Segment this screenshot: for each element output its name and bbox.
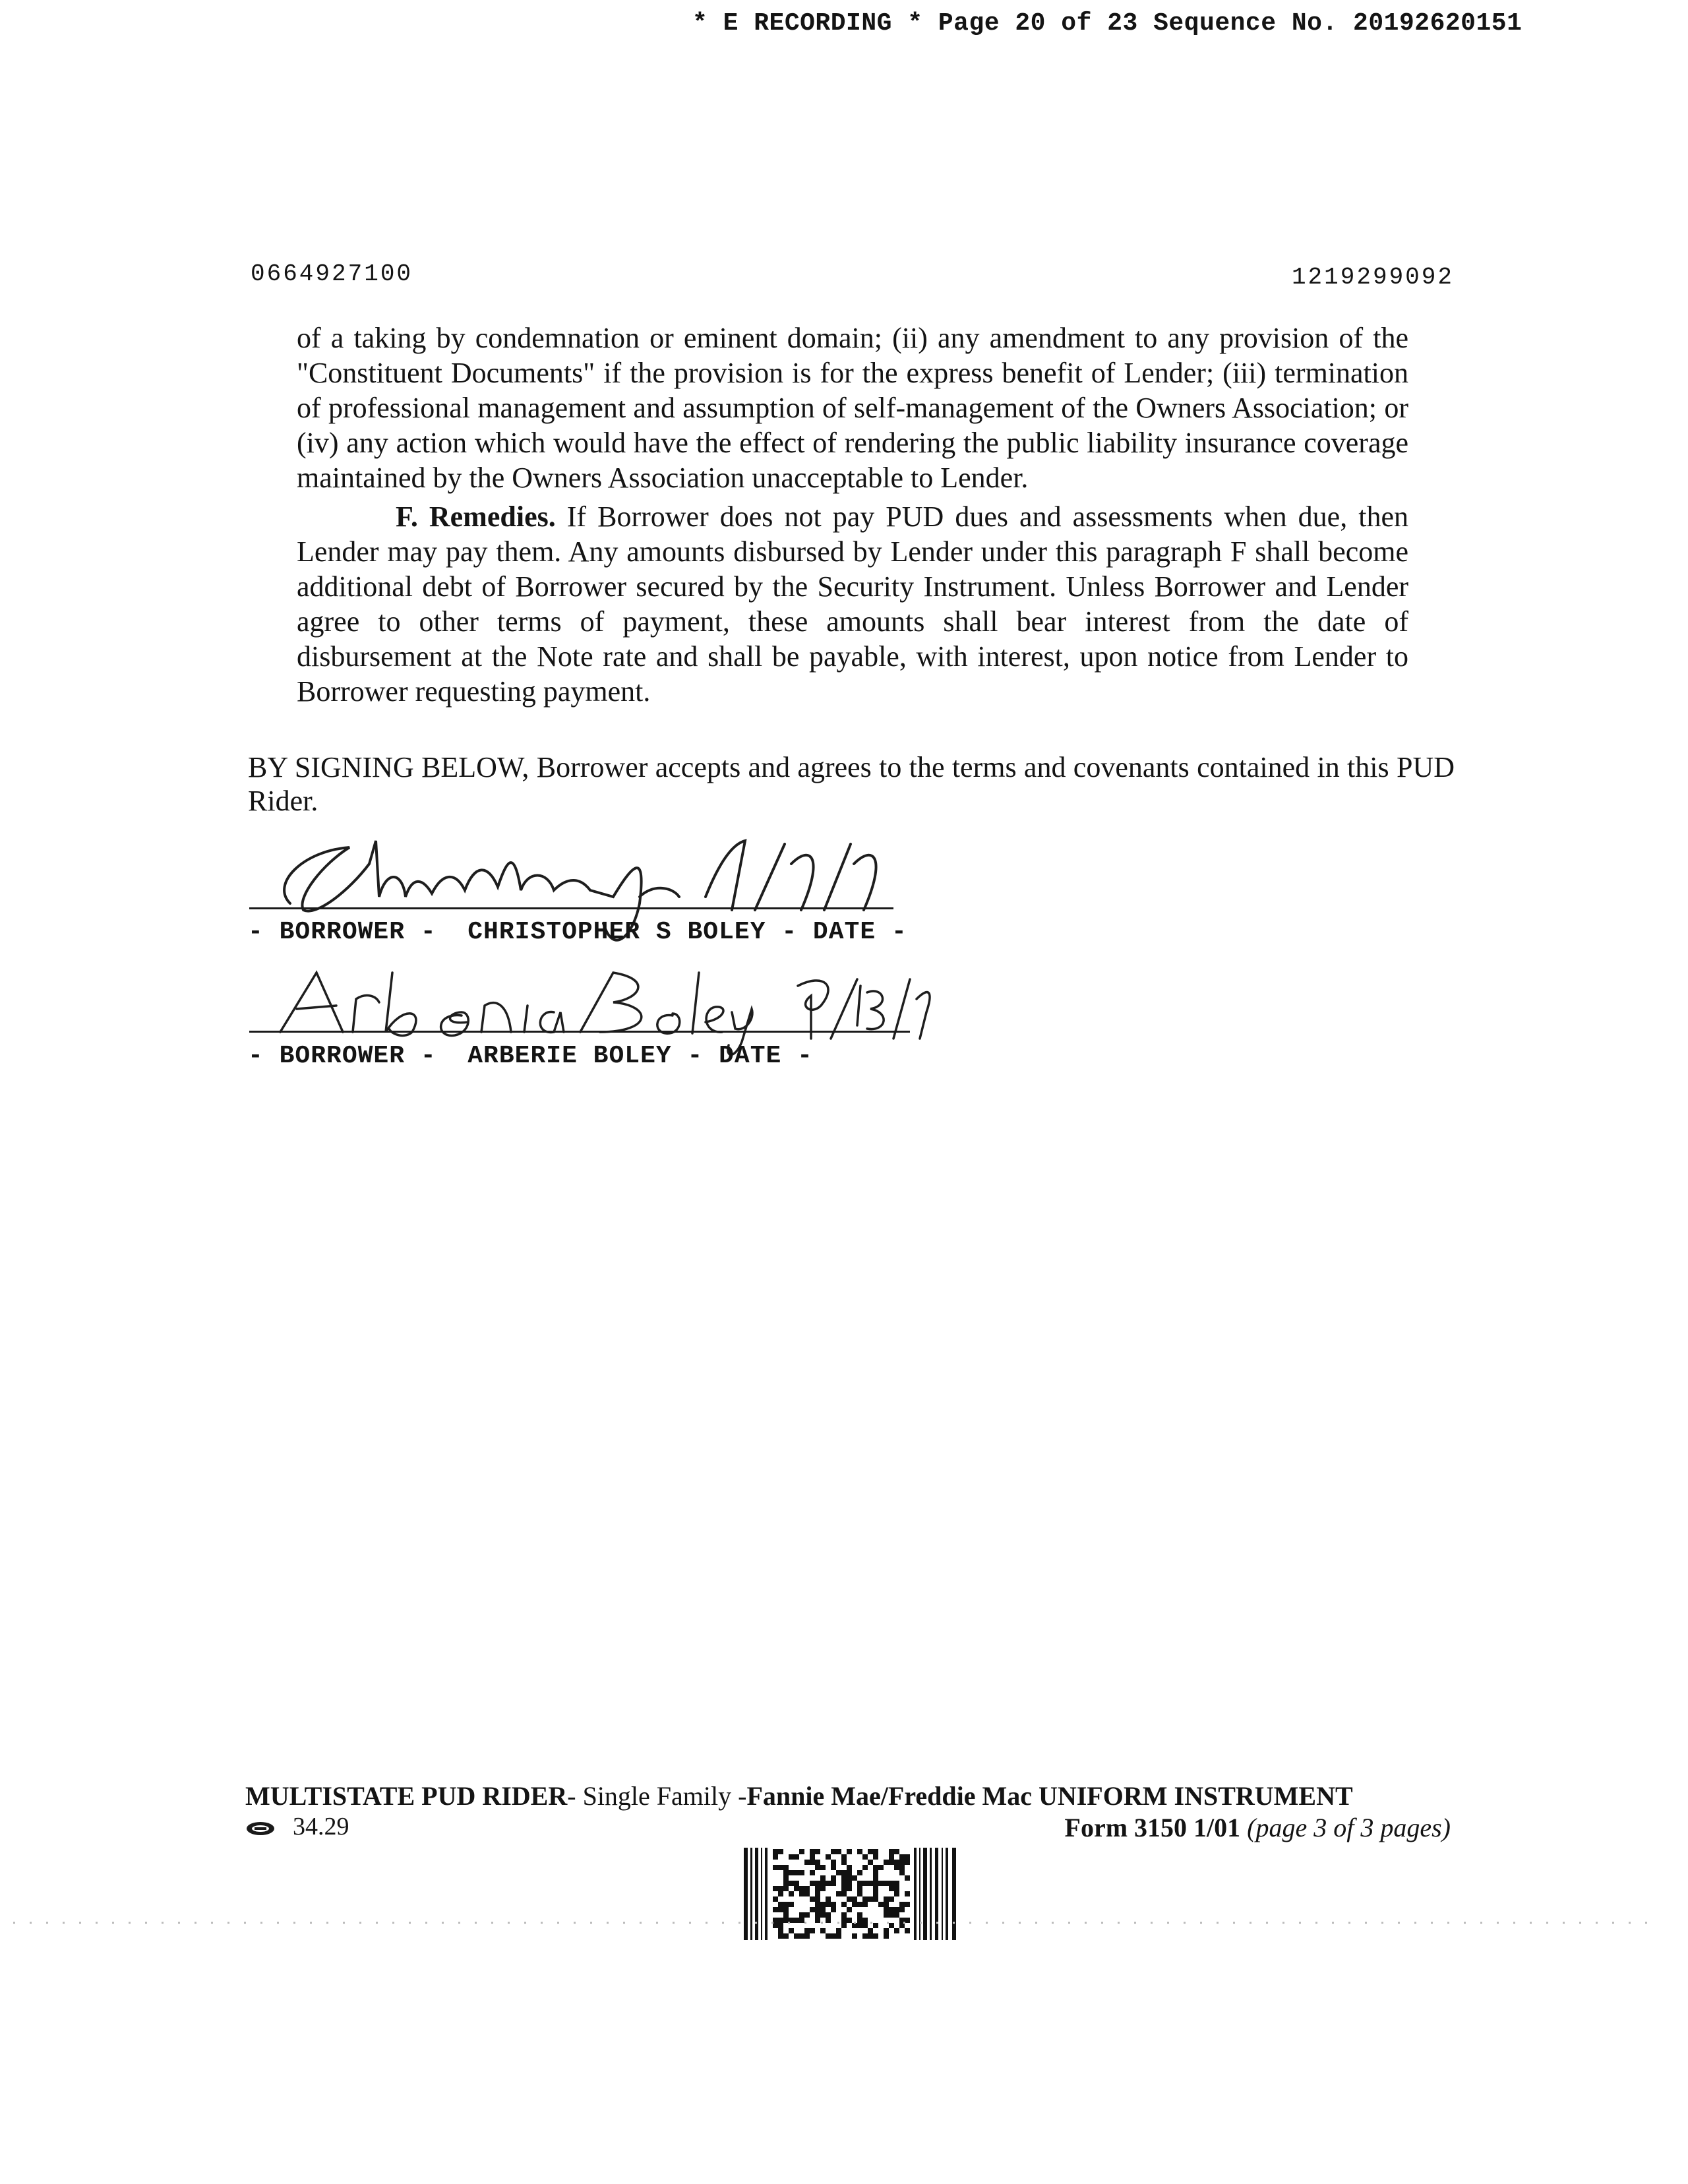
footer-form-code — [245, 1812, 349, 1841]
paragraph-continuation: of a taking by condemnation or eminent domain; (ii) any amendment to any provision of the "Constituent Documents" if the provision is for the express benefit of Lender; (iii) termination of professional management and assumption of self-management of the Owners Association; or (iv) any action which would have the effect of rendering the public liability insurance coverage maintained by the Owners Association unacceptable to Lender. — [297, 322, 1408, 494]
footer-form-title — [245, 1780, 1353, 1811]
signature-caption-1: - BORROWER - CHRISTOPHER S BOLEY - DATE - — [248, 918, 907, 946]
page-info-text: (page 3 of 3 pages) — [1247, 1813, 1451, 1842]
recording-header: * E RECORDING * Page 20 of 23 Sequence No. 20192620151 — [692, 9, 1522, 38]
form-code-text: 34.29 — [293, 1813, 349, 1840]
vmp-logo-icon — [245, 1821, 276, 1836]
remedies-heading: F. Remedies. — [396, 501, 556, 533]
signature-line-2 — [249, 1031, 910, 1033]
loan-number-left: 0664927100 — [251, 260, 413, 288]
loan-number-right: 1219299092 — [1291, 264, 1454, 291]
signing-statement: BY SIGNING BELOW, Borrower accepts and agrees to the terms and covenants contained in this PUD Rider. — [248, 751, 1455, 817]
footer-title-part-1: MULTISTATE PUD RIDER — [245, 1781, 568, 1811]
signature-caption-2: - BORROWER - ARBERIE BOLEY - DATE - — [248, 1042, 813, 1070]
footer-title-part-3: Fannie Mae/Freddie Mac UNIFORM INSTRUMENT — [746, 1781, 1353, 1811]
form-number-text: Form 3150 1/01 — [1064, 1813, 1241, 1842]
scan-noise-divider — [0, 1920, 1688, 1926]
signature-line-1 — [249, 907, 893, 909]
paragraph-remedies — [297, 499, 1408, 709]
footer-form-number — [1065, 1812, 1451, 1843]
barcode-icon — [744, 1848, 960, 1940]
footer-title-part-2: - Single Family - — [567, 1781, 747, 1811]
remedies-text: If Borrower does not pay PUD dues and assessments when due, then Lender may pay them. Any amounts disbursed by Lender under this paragraph F shall become additional debt of Borrower secured by the Security Instrument. Unless Borrower and Lender agree to other terms of payment, these amounts shall bear interest from the date of disbursement at the Note rate and shall be payable, with interest, upon notice from Lender to Borrower requesting payment. — [297, 501, 1409, 708]
